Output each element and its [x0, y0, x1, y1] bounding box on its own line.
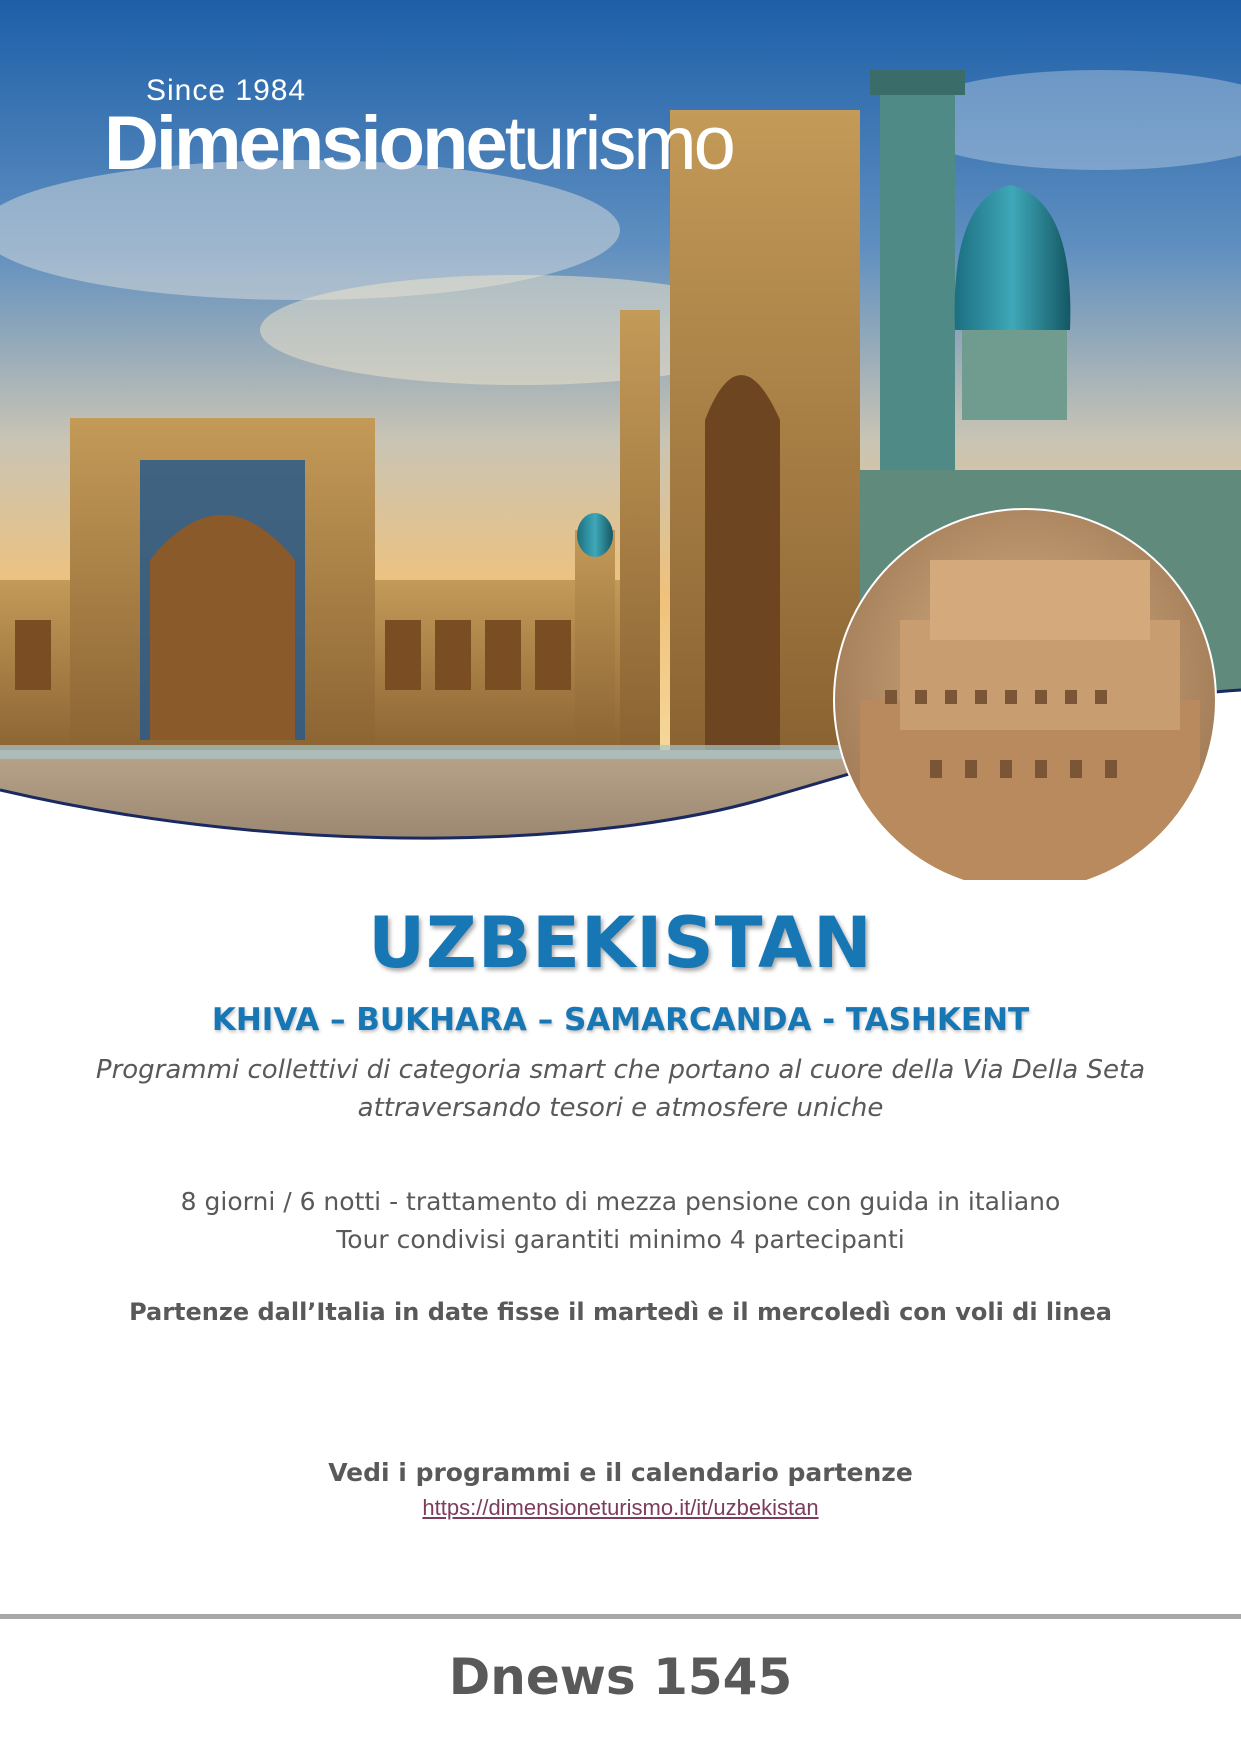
description-line-1: Programmi collettivi di categoria smart che portano al cuore della Via Della Seta: [95, 1055, 1146, 1085]
program-link[interactable]: https://dimensioneturismo.it/it/uzbekistan: [422, 1495, 819, 1520]
newsletter-number: Dnews 1545: [448, 1648, 793, 1706]
tour-details: [0, 1183, 1241, 1259]
tour-description: [0, 1051, 1241, 1127]
program-link-container: [0, 1495, 1241, 1521]
cities-subtitle: KHIVA – BUKHARA – SAMARCANDA - TASHKENT: [211, 1002, 1030, 1038]
details-line-1: 8 giorni / 6 notti - trattamento di mezza pensione con guida in italiano: [180, 1187, 1061, 1216]
details-line-2: Tour condivisi garantiti minimo 4 partecipanti: [336, 1225, 905, 1254]
brand-logo: [38, 70, 818, 186]
brand-name-light: turismo: [504, 101, 733, 186]
page-title: UZBEKISTAN: [368, 902, 873, 984]
brand-name-bold: mensione: [174, 101, 505, 186]
footer-divider: [0, 1614, 1241, 1619]
description-line-2: attraversando tesori e atmosfere uniche: [357, 1093, 884, 1123]
brand-wordmark: [104, 101, 733, 186]
brand-name-initial: Di: [104, 101, 174, 186]
cta-text: Vedi i programmi e il calendario partenze: [328, 1458, 913, 1487]
departures-info: Partenze dall’Italia in date fisse il martedì e il mercoledì con voli di linea: [129, 1298, 1112, 1326]
brand-since: Since 1984: [146, 74, 307, 107]
